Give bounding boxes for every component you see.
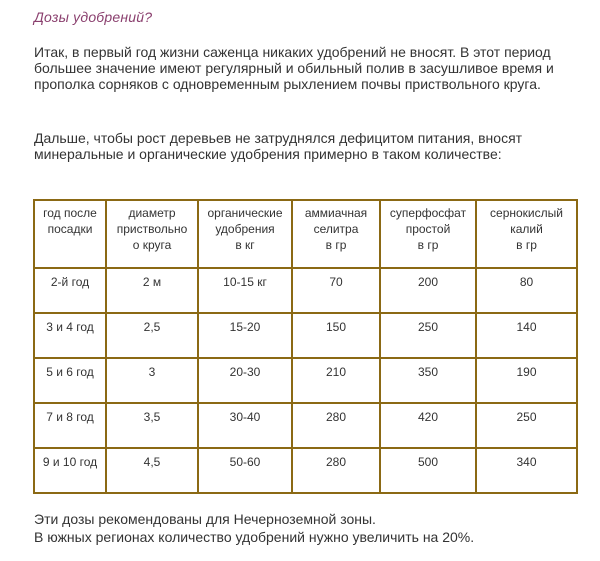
table-cell: 2,5 — [106, 313, 198, 358]
table-cell: 2 м — [106, 268, 198, 313]
page-title: Дозы удобрений? — [34, 9, 153, 25]
table-cell: 4,5 — [106, 448, 198, 493]
table-cell: 3 — [106, 358, 198, 403]
header-diameter — [106, 200, 198, 268]
table-cell: 250 — [380, 313, 476, 358]
table-cell: 420 — [380, 403, 476, 448]
table-cell: 210 — [292, 358, 380, 403]
table-cell: 2-й год — [34, 268, 106, 313]
fertilizer-table — [33, 199, 578, 494]
header-line: приствольно — [116, 222, 188, 236]
table-row — [34, 358, 577, 403]
header-line: в гр — [325, 238, 347, 252]
table-row — [34, 448, 577, 493]
table-cell: 10-15 кг — [198, 268, 292, 313]
footer-line-2: В южных регионах количество удобрений нужно увеличить на 20%. — [34, 529, 475, 545]
header-superphosphate — [380, 200, 476, 268]
header-line: год после — [43, 206, 97, 220]
header-line: калий — [510, 222, 543, 236]
table-cell: 7 и 8 год — [34, 403, 106, 448]
table-cell: 340 — [476, 448, 577, 493]
table-cell: 500 — [380, 448, 476, 493]
table-header-row — [34, 200, 577, 268]
table-cell: 280 — [292, 448, 380, 493]
table-cell: 15-20 — [198, 313, 292, 358]
header-line: аммиачная — [304, 206, 368, 220]
table-cell: 70 — [292, 268, 380, 313]
table-cell: 80 — [476, 268, 577, 313]
table-cell: 3,5 — [106, 403, 198, 448]
table-cell: 30-40 — [198, 403, 292, 448]
table-cell: 250 — [476, 403, 577, 448]
header-line: в гр — [417, 238, 439, 252]
dosage-paragraph: Дальше, чтобы рост деревьев не затруднялся дефицитом питания, вносят минеральные и органические удобрения примерно в таком количестве: — [34, 130, 523, 162]
header-line: суперфосфат — [389, 206, 467, 220]
table-cell: 200 — [380, 268, 476, 313]
table-cell: 350 — [380, 358, 476, 403]
table-cell: 3 и 4 год — [34, 313, 106, 358]
header-organic — [198, 200, 292, 268]
header-line: сернокислый — [490, 206, 563, 220]
table-cell: 9 и 10 год — [34, 448, 106, 493]
header-line: органические — [207, 206, 283, 220]
header-ammonium-nitrate — [292, 200, 380, 268]
header-line: простой — [405, 222, 451, 236]
header-line: удобрения — [215, 222, 275, 236]
table-row — [34, 313, 577, 358]
table-cell: 5 и 6 год — [34, 358, 106, 403]
table-cell: 140 — [476, 313, 577, 358]
header-potassium-sulfate — [476, 200, 577, 268]
header-line: в гр — [516, 238, 537, 252]
header-line: о круга — [132, 238, 172, 252]
footer-line-1: Эти дозы рекомендованы для Нечерноземной зоны. — [34, 511, 376, 527]
intro-paragraph: Итак, в первый год жизни саженца никаких удобрений не вносят. В этот период большее значение имеют регулярный и обильный полив в засушливое время и прополка сорняков с одновременным рыхлением почвы приствольного круга. — [34, 44, 554, 92]
table-cell: 190 — [476, 358, 577, 403]
header-year — [34, 200, 106, 268]
table-cell: 280 — [292, 403, 380, 448]
table-cell: 150 — [292, 313, 380, 358]
header-line: посадки — [47, 222, 93, 236]
table-cell: 20-30 — [198, 358, 292, 403]
header-line: селитра — [313, 222, 359, 236]
header-line: в кг — [235, 238, 255, 252]
table-cell: 50-60 — [198, 448, 292, 493]
table-row — [34, 403, 577, 448]
table-row — [34, 268, 577, 313]
footer-note — [34, 510, 474, 546]
header-line: диаметр — [128, 206, 176, 220]
